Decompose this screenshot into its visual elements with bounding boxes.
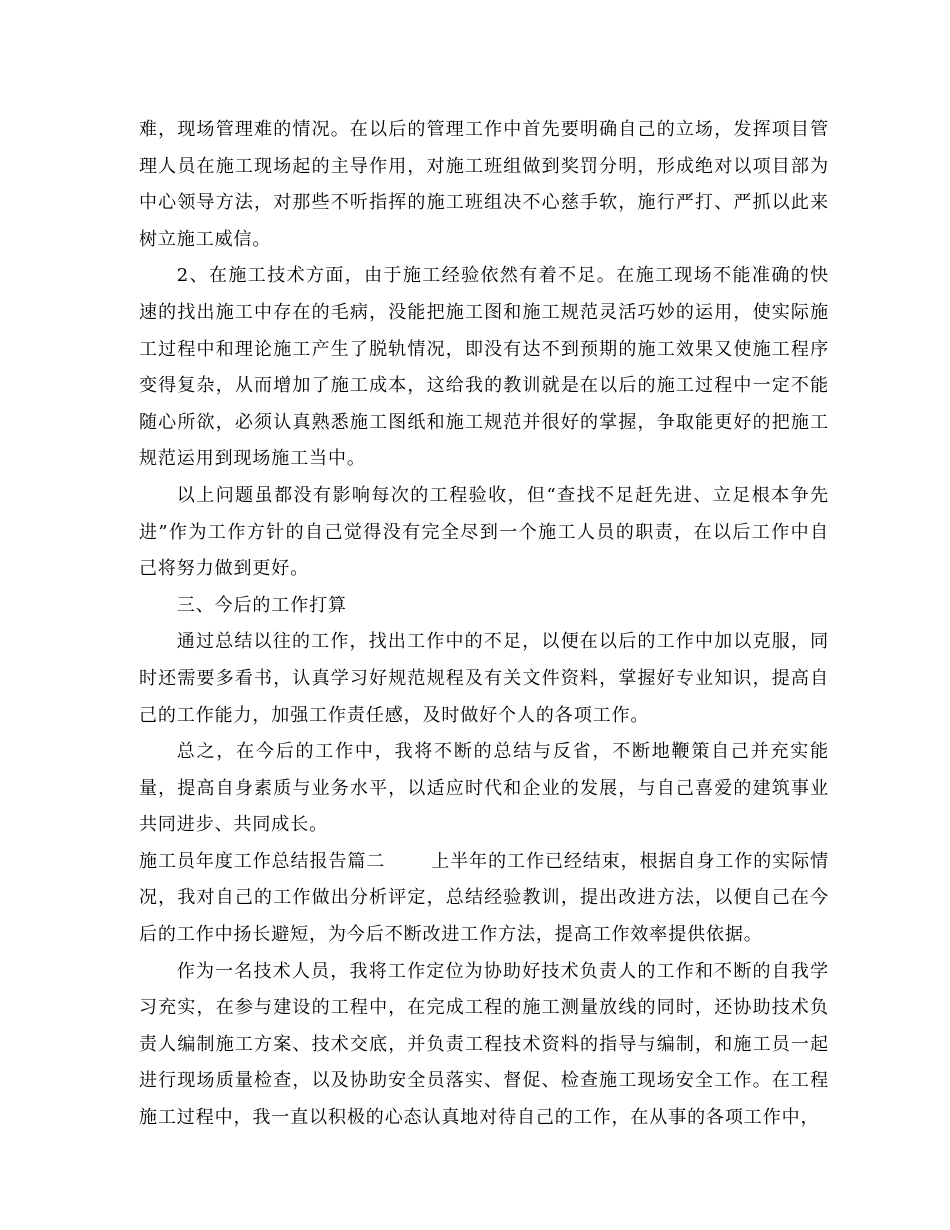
paragraph-conclusion: 总之，在今后的工作中，我将不断的总结与反省，不断地鞭策自己并充实能量，提高自身素质与业务水平，以适应时代和企业的发展，与自己喜爱的建筑事业共同进步、共同成长。 [139,741,829,836]
paragraph-technician-role: 作为一名技术人员，我将工作定位为协助好技术负责人的工作和不断的自我学习充实，在参与建设的工程中，在完成工程的施工测量放线的同时，还协助技术负责人编制施工方案、技术交底，并负责工程技术资料的指导与编制，和施工员一起进行现场质量检查，以及协助安全员落实、督促、检查施工现场安全工作。在工程施工过程中，我一直以积极的心态认真地对待自己的工作，在从事的各项工作中， [139,960,829,1129]
paragraph-future-plans: 通过总结以往的工作，找出工作中的不足，以便在以后的工作中加以克服，同时还需要多看书，认真学习好规范规程及有关文件资料，掌握好专业知识，提高自己的工作能力，加强工作责任感，及时做好个人的各项工作。 [139,631,829,726]
document-body [139,112,829,1137]
paragraph-acceptance-note: 以上问题虽都没有影响每次的工程验收，但“查找不足赶先进、立足根本争先进”作为工作方针的自己觉得没有完全尽到一个施工人员的职责，在以后工作中自己将努力做到更好。 [139,484,829,580]
paragraph-technical-issues: 2、在施工技术方面，由于施工经验依然有着不足。在施工现场不能准确的快速的找出施工中存在的毛病，没能把施工图和施工规范灵活巧妙的运用，使实际施工过程中和理论施工产生了脱轨情况，即没有达不到预期的施工效果又使施工程序变得复杂，从而增加了施工成本，这给我的教训就是在以后的施工过程中一定不能随心所欲，必须认真熟悉施工图纸和施工规范并很好的掌握，争取能更好的把施工规范运用到现场施工当中。 [139,265,829,470]
paragraph-management-issues: 难，现场管理难的情况。在以后的管理工作中首先要明确自己的立场，发挥项目管理人员在施工现场起的主导作用，对施工班组做到奖罚分明，形成绝对以项目部为中心领导方法，对那些不听指挥的施工班组决不心慈手软，施行严打、严抓以此来树立施工威信。 [139,119,829,250]
section-two-title: 施工员年度工作总结报告篇二 [139,850,386,872]
section-two-intro: 上半年的工作已经结束，根据自身工作的实际情况，我对自己的工作做出分析评定，总结经验教训，提出改进方法，以便自己在今后的工作中扬长避短，为今后不断改进工作方法，提高工作效率提供依据。 [139,850,829,946]
section-two-paragraph [139,844,829,954]
section-heading-future-plans: 三、今后的工作打算 [176,594,347,616]
